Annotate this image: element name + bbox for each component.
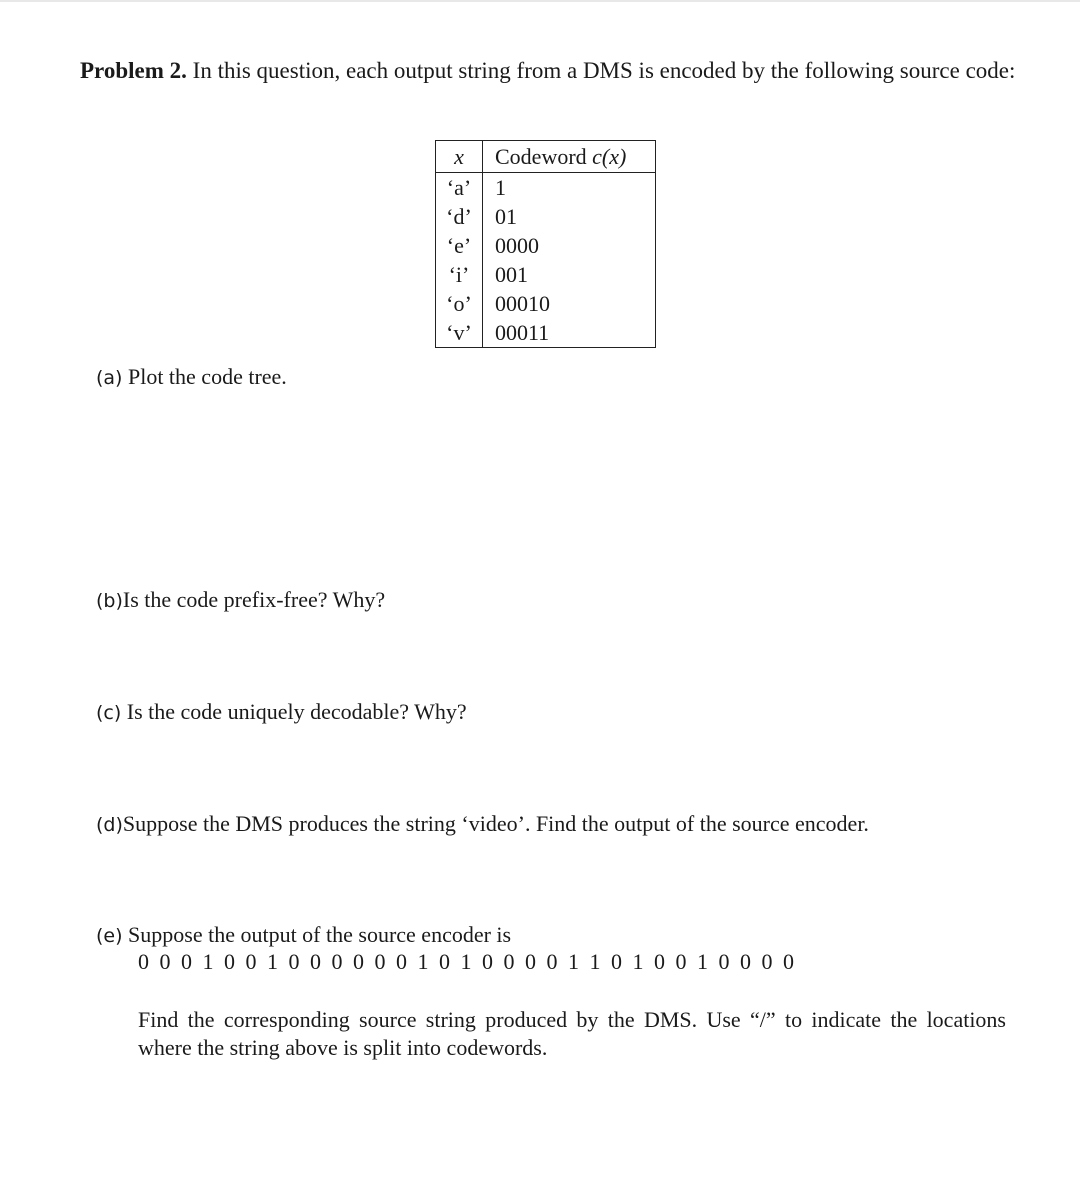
question-part-d (96, 810, 869, 839)
table-row (436, 260, 656, 289)
table-row (436, 173, 656, 203)
encoder-output-bits: 0 0 0 1 0 0 1 0 0 0 0 0 0 1 0 1 0 0 0 0 1 1 0 1 0 0 1 0 0 0 0 (138, 949, 795, 974)
question-part-a (96, 363, 287, 392)
part-c-text: Is the code uniquely decodable? Why? (121, 699, 467, 724)
part-b-label: (b) (96, 590, 123, 612)
part-c-label: (c) (96, 702, 122, 724)
symbol-cell: ‘e’ (436, 231, 483, 260)
header-codeword-text: Codeword (495, 144, 593, 169)
symbol-cell: ‘i’ (436, 260, 483, 289)
symbol-cell: ‘v’ (436, 318, 483, 348)
header-x: x (436, 141, 483, 173)
problem-intro (80, 57, 1016, 85)
symbol-cell: ‘d’ (436, 202, 483, 231)
header-codeword (483, 141, 656, 173)
symbol-cell: ‘o’ (436, 289, 483, 318)
table-row (436, 289, 656, 318)
part-e-label: (e) (96, 925, 123, 947)
part-e-text: Suppose the output of the source encoder is (122, 922, 512, 947)
part-d-text: Suppose the DMS produces the string ‘video’. Find the output of the source encoder. (122, 811, 869, 836)
codeword-cell: 0000 (495, 233, 539, 258)
part-a-label: (a) (96, 367, 123, 389)
part-b-text: Is the code prefix-free? Why? (122, 587, 386, 612)
question-part-e (96, 921, 511, 950)
codeword-cell: 001 (495, 262, 528, 287)
table-row (436, 318, 656, 348)
part-d-label: (d) (96, 814, 123, 836)
codeword-table (435, 140, 656, 348)
part-e-instruction: Find the corresponding source string produced by the DMS. Use “/” to indicate the locations where the string above is split into codewords. (138, 1007, 1006, 1060)
table-row (436, 202, 656, 231)
codeword-cell: 00010 (495, 291, 550, 316)
problem-intro-text: In this question, each output string from a DMS is encoded by the following source code: (186, 58, 1016, 83)
codeword-cell: 00011 (495, 320, 550, 345)
symbol-cell: ‘a’ (436, 173, 483, 203)
codeword-cell: 01 (495, 204, 517, 229)
codeword-cell: 1 (495, 175, 506, 200)
table-header-row (436, 141, 656, 173)
problem-label: Problem 2. (80, 58, 187, 83)
part-a-text: Plot the code tree. (127, 364, 287, 389)
question-part-c (96, 698, 467, 727)
question-part-b (96, 586, 385, 615)
header-codeword-math: c(x) (592, 144, 627, 169)
table-row (436, 231, 656, 260)
top-divider (0, 0, 1080, 2)
